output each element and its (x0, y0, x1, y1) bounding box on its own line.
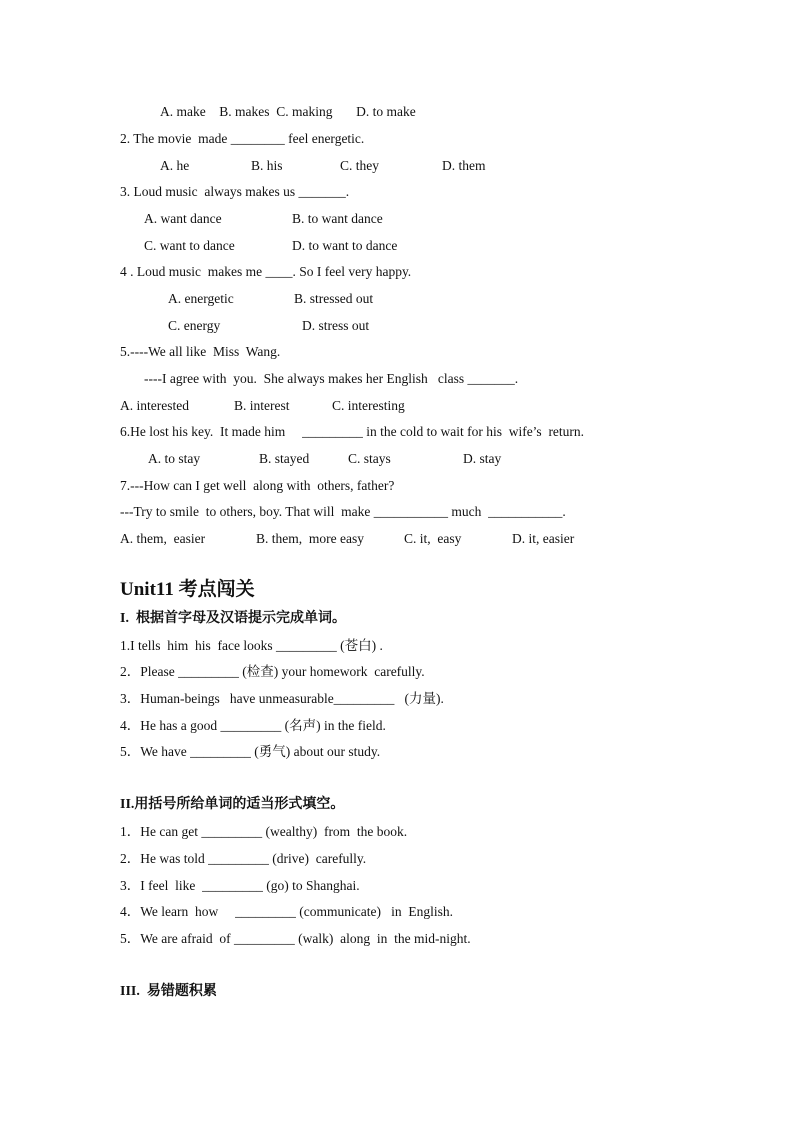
section1-item-1: 1.I tells him his face looks _________ (苍白) . (120, 638, 383, 653)
q7-option-a: A. them, easier (120, 531, 206, 546)
q4-option-a: A. energetic (168, 291, 234, 306)
q2-option-c: C. they (340, 158, 379, 173)
q5-option-b: B. interest (234, 398, 290, 413)
section2-item-4: 4．We learn how _________ (communicate) in English. (120, 904, 453, 919)
q7-option-c: C. it, easy (404, 531, 462, 546)
section3-heading: III. 易错题积累 (120, 984, 217, 999)
q5-option-c: C. interesting (332, 398, 405, 413)
section1-item-2: 2．Please _________ (检查) your homework carefully. (120, 664, 425, 679)
q7-stem: 7.---How can I get well along with others, father? (120, 478, 395, 493)
section2-item-5: 5．We are afraid of _________ (walk) along in the mid-night. (120, 931, 471, 946)
section1-item-3: 3．Human-beings have unmeasurable_________ (力量). (120, 691, 444, 706)
q2-option-a: A. he (160, 158, 190, 173)
q1-options: A. make B. makes C. making D. to make (160, 104, 416, 119)
q7-option-b: B. them, more easy (256, 531, 364, 546)
q7-option-d: D. it, easier (512, 531, 575, 546)
section2-item-3: 3．I feel like _________ (go) to Shanghai. (120, 878, 360, 893)
section2-item-1: 1．He can get _________ (wealthy) from the book. (120, 824, 408, 839)
q4-option-b: B. stressed out (294, 291, 374, 306)
section2-heading: II.用括号所给单词的适当形式填空。 (120, 797, 345, 812)
q3-option-a: A. want dance (144, 211, 222, 226)
section1-item-4: 4．He has a good _________ (名声) in the field. (120, 718, 386, 733)
q5-stem-reply: ----I agree with you. She always makes her English class _______. (144, 371, 519, 386)
q2-option-b: B. his (251, 158, 283, 173)
q5-stem: 5.----We all like Miss Wang. (120, 344, 281, 359)
q3-option-b: B. to want dance (292, 211, 383, 226)
q2-option-d: D. them (442, 158, 486, 173)
q6-option-a: A. to stay (148, 451, 201, 466)
q6-option-d: D. stay (463, 451, 502, 466)
q3-stem: 3. Loud music always makes us _______. (120, 184, 350, 199)
q4-option-c: C. energy (168, 318, 221, 333)
q3-option-c: C. want to dance (144, 238, 235, 253)
q2-stem: 2. The movie made ________ feel energetic. (120, 131, 365, 146)
unit11-title: Unit11 考点闯关 (120, 579, 255, 600)
q4-stem: 4 . Loud music makes me ____. So I feel very happy. (120, 264, 412, 279)
q5-option-a: A. interested (120, 398, 189, 413)
q6-option-b: B. stayed (259, 451, 310, 466)
q6-option-c: C. stays (348, 451, 391, 466)
section1-heading: I. 根据首字母及汉语提示完成单词。 (120, 611, 346, 626)
q6-stem: 6.He lost his key. It made him _________ in the cold to wait for his wife’s return. (120, 424, 585, 439)
q4-option-d: D. stress out (302, 318, 370, 333)
section1-item-5: 5．We have _________ (勇气) about our study. (120, 744, 381, 759)
q3-option-d: D. to want to dance (292, 238, 398, 253)
section2-item-2: 2．He was told _________ (drive) carefully. (120, 851, 367, 866)
q7-stem-reply: ---Try to smile to others, boy. That will make ___________ much ___________. (120, 504, 566, 519)
